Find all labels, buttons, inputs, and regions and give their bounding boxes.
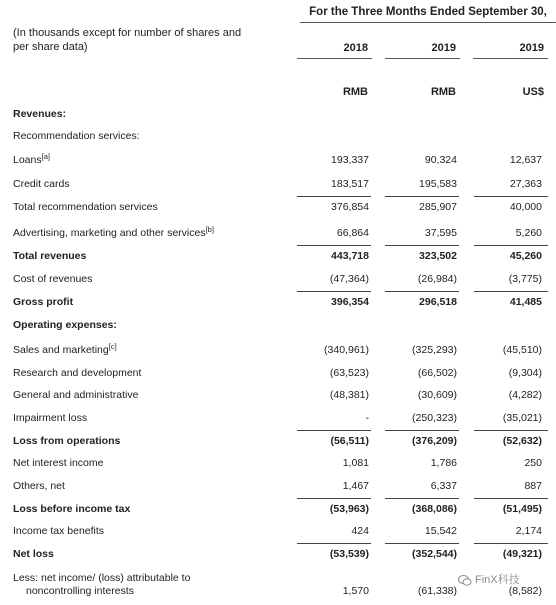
value-2019-usd: 250 — [524, 457, 542, 469]
row-label: Loss before income tax — [13, 503, 131, 515]
row-operating-expenses — [0, 319, 556, 339]
value-2019-rmb: (66,502) — [417, 367, 457, 379]
value-2019-usd: (51,495) — [502, 503, 542, 515]
value-2018: (56,511) — [330, 435, 369, 447]
value-2018: 376,854 — [331, 201, 369, 213]
row-label: Impairment loss — [13, 412, 88, 424]
value-2018: (47,364) — [329, 273, 369, 285]
row-total-recommendation-services — [0, 201, 556, 221]
value-2019-rmb: (26,984) — [417, 273, 457, 285]
row-label-text: Sales and marketing — [13, 344, 109, 356]
value-2019-rmb: (61,338) — [417, 585, 457, 597]
subtotal-rule — [474, 430, 548, 431]
value-2019-rmb: 15,542 — [424, 525, 457, 537]
period-header: For the Three Months Ended September 30, — [309, 6, 547, 18]
subtotal-rule — [474, 196, 548, 197]
value-2019-rmb: (325,293) — [412, 344, 457, 356]
row-label: Income tax benefits — [13, 525, 105, 537]
value-2019-usd: (4,282) — [508, 389, 542, 401]
row-label-line1: Less: net income/ (loss) attributable to — [13, 572, 191, 584]
currency-2019-rmb: RMB — [430, 86, 456, 98]
row-others-net — [0, 480, 556, 500]
subtotal-rule — [297, 291, 371, 292]
value-2019-usd: 887 — [524, 480, 542, 492]
row-label-text: Loans — [13, 154, 42, 166]
row-label: Net loss — [13, 548, 54, 560]
subtotal-rule — [385, 543, 459, 544]
row-label: Revenues: — [13, 108, 67, 120]
units-note-line2: per share data) — [13, 41, 88, 53]
row-cost-of-revenues — [0, 273, 556, 293]
year-rule — [473, 58, 548, 59]
value-2019-usd: 41,485 — [509, 296, 542, 308]
value-2018: (48,381) — [329, 389, 369, 401]
value-2018: 1,570 — [342, 585, 369, 597]
row-gross-profit — [0, 296, 556, 316]
row-total-revenues — [0, 250, 556, 270]
value-2018: 1,081 — [342, 457, 369, 469]
row-label: Recommendation services: — [13, 130, 140, 142]
row-loss-from-operations — [0, 435, 556, 455]
wechat-icon — [458, 575, 472, 586]
row-label: General and administrative — [13, 389, 139, 401]
units-note-line1: (In thousands except for number of shares and — [13, 27, 242, 39]
value-2019-usd: 2,174 — [515, 525, 542, 537]
value-2019-rmb: 6,337 — [430, 480, 457, 492]
value-2018: - — [365, 412, 369, 424]
value-2018: 443,718 — [331, 250, 369, 262]
row-impairment-loss — [0, 412, 556, 432]
value-2019-rmb: 37,595 — [424, 227, 457, 239]
value-2019-rmb: (250,323) — [412, 412, 457, 424]
value-2019-rmb: (352,544) — [412, 548, 457, 560]
value-2018: 424 — [351, 525, 369, 537]
value-2019-usd: 27,363 — [509, 178, 542, 190]
subtotal-rule — [297, 498, 371, 499]
value-2018: (63,523) — [329, 367, 369, 379]
value-2019-rmb: (30,609) — [417, 389, 457, 401]
year-rule — [297, 58, 372, 59]
subtotal-rule — [385, 291, 459, 292]
row-label: Others, net — [13, 480, 65, 492]
value-2018: (53,539) — [329, 548, 369, 560]
subtotal-rule — [297, 196, 371, 197]
currency-2019-usd: US$ — [522, 86, 544, 98]
value-2018: 1,467 — [342, 480, 369, 492]
row-net-loss — [0, 548, 556, 568]
value-2019-usd: (45,510) — [502, 344, 542, 356]
value-2018: (340,961) — [324, 344, 369, 356]
subtotal-rule — [474, 498, 548, 499]
period-header-rule — [300, 22, 556, 23]
subtotal-rule — [474, 291, 548, 292]
row-label — [13, 344, 117, 356]
row-revenues — [0, 108, 556, 128]
subtotal-rule — [297, 430, 371, 431]
value-2019-rmb: 1,786 — [430, 457, 457, 469]
row-label: Operating expenses: — [13, 319, 117, 331]
currency-2018: RMB — [342, 86, 368, 98]
row-advertising-marketing — [0, 227, 556, 247]
row-recommendation-services — [0, 130, 556, 150]
row-label: Gross profit — [13, 296, 74, 308]
subtotal-rule — [474, 245, 548, 246]
value-2018: 193,337 — [331, 154, 369, 166]
value-2019-usd: (3,775) — [508, 273, 542, 285]
value-2019-usd: 12,637 — [509, 154, 542, 166]
subtotal-rule — [297, 543, 371, 544]
row-sales-and-marketing — [0, 344, 556, 364]
year-rule — [385, 58, 460, 59]
row-credit-cards — [0, 178, 556, 198]
value-2019-rmb: 195,583 — [419, 178, 457, 190]
value-2018: 66,864 — [336, 227, 369, 239]
subtotal-rule — [297, 245, 371, 246]
row-income-tax-benefits — [0, 525, 556, 545]
year-2018: 2018 — [343, 42, 368, 54]
subtotal-rule — [474, 543, 548, 544]
value-2018: 183,517 — [331, 178, 369, 190]
row-loss-before-income-tax — [0, 503, 556, 523]
value-2019-rmb: 323,502 — [419, 250, 457, 262]
value-2019-usd: (52,632) — [502, 435, 542, 447]
year-2019-usd: 2019 — [519, 42, 544, 54]
value-2019-rmb: 285,907 — [419, 201, 457, 213]
value-2019-usd: 5,260 — [515, 227, 542, 239]
value-2019-usd: (49,321) — [502, 548, 542, 560]
row-label: Credit cards — [13, 178, 70, 190]
value-2019-usd: 40,000 — [509, 201, 542, 213]
year-2019-rmb: 2019 — [431, 42, 456, 54]
row-label — [13, 154, 50, 166]
subtotal-rule — [385, 196, 459, 197]
row-net-interest-income — [0, 457, 556, 477]
row-label: Total revenues — [13, 250, 87, 262]
row-label-text: Advertising, marketing and other services — [13, 227, 206, 239]
footnote-marker: [b] — [205, 225, 214, 234]
units-note — [13, 26, 253, 54]
watermark — [458, 571, 520, 587]
subtotal-rule — [385, 245, 459, 246]
value-2019-rmb: 296,518 — [419, 296, 457, 308]
value-2019-usd: 45,260 — [509, 250, 542, 262]
row-research-and-development — [0, 367, 556, 387]
row-label: Cost of revenues — [13, 273, 93, 285]
row-label: Loss from operations — [13, 435, 121, 447]
value-2019-rmb: (376,209) — [412, 435, 457, 447]
row-label-line2: noncontrolling interests — [26, 585, 134, 597]
row-label — [13, 572, 190, 598]
value-2018: 396,354 — [331, 296, 369, 308]
value-2019-usd: (9,304) — [508, 367, 542, 379]
row-label: Research and development — [13, 367, 142, 379]
row-general-and-administrative — [0, 389, 556, 409]
subtotal-rule — [385, 430, 459, 431]
row-loans — [0, 154, 556, 174]
watermark-text: FinX科技 — [475, 574, 520, 586]
value-2018: (53,963) — [329, 503, 369, 515]
subtotal-rule — [385, 498, 459, 499]
value-2019-rmb: 90,324 — [424, 154, 457, 166]
row-label: Total recommendation services — [13, 201, 158, 213]
footnote-marker: [a] — [41, 152, 50, 161]
value-2019-rmb: (368,086) — [412, 503, 457, 515]
value-2019-usd: (35,021) — [502, 412, 542, 424]
footnote-marker: [c] — [108, 342, 117, 351]
value-2019-usd: (8,582) — [508, 585, 542, 597]
row-label: Net interest income — [13, 457, 104, 469]
row-label — [13, 227, 214, 239]
